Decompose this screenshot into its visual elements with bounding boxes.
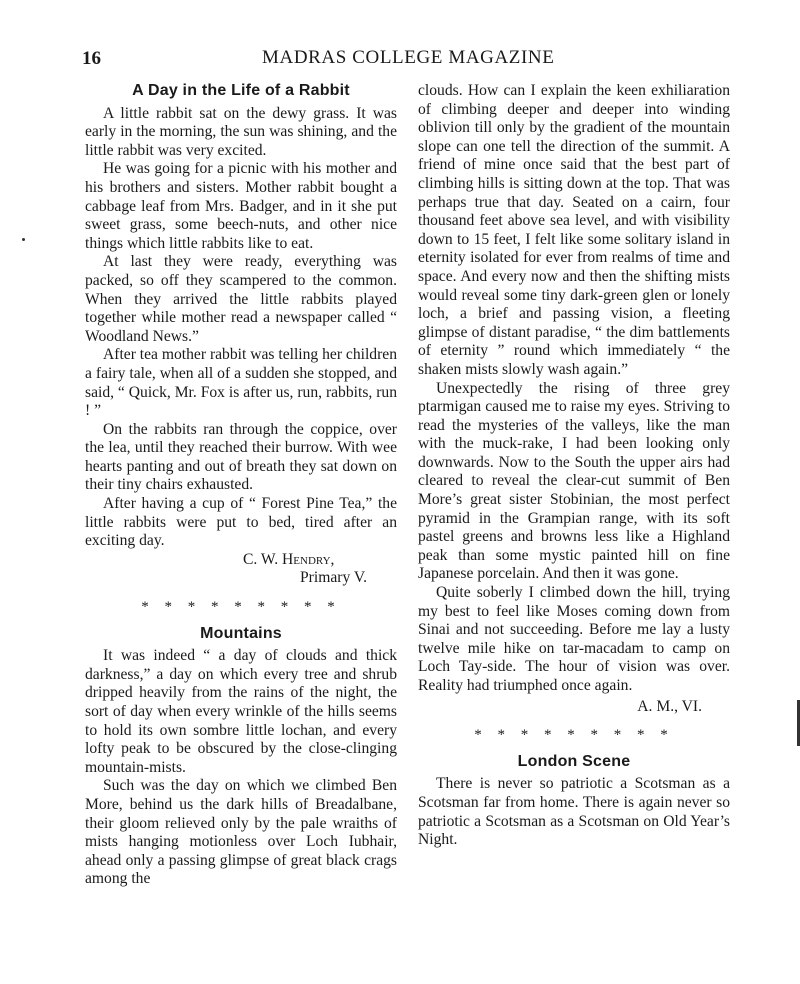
paragraph: Such was the day on which we climbed Ben More, behind us the dark hills of Breadalbane, their gloom relieved only by the pale wraiths of mists hanging motionless over Loch Iubhair, ahead only a passing glimpse of great black crags among the	[85, 777, 397, 888]
paragraph: A little rabbit sat on the dewy grass. It was early in the morning, the sun was shining, and the little rabbit was very excited.	[85, 104, 397, 159]
right-column	[418, 82, 730, 850]
author-form: Primary V.	[300, 569, 368, 587]
author-signature	[85, 551, 397, 570]
paragraph-continued: clouds. How can I explain the keen exhiliaration of climbing deeper and deeper into winding oblivion till only by the gradient of the mountain slope can one tell the direction of the summit. A friend of mine once said that the best part of climbing hills is sitting down at the top. That was perhaps true that day. Seated on a cairn, four thousand feet above sea level, and with visibility down to 15 feet, I felt like some solitary island in eternity isolated for ever from realms of time and space. And every now and then the shifting mists would reveal some tiny dark-green glen or lonely loch, a brief and passing vision, a fleeting glimpse of distant paradise, “ the dim battlements of eternity ” round which immediately “ the shaken mists slowly wash again.”	[418, 82, 730, 378]
author-initials: C. W.	[243, 550, 279, 568]
article-rabbit	[85, 82, 397, 588]
article-london	[418, 753, 730, 850]
section-separator: * * * * * * * * *	[141, 599, 341, 616]
author-surname: Hendry,	[282, 550, 335, 568]
section-separator: * * * * * * * * *	[474, 727, 674, 744]
paragraph: Unexpectedly the rising of three grey ptarmigan caused me to raise my eyes. Striving to read the mysteries of the valleys, like the man with the muck-rake, I had been looking only downwards. Now to the South the upper airs had cleared to reveal the clear-cut summit of Ben More’s great sister Stobinian, the most perfect pyramid in the Grampian range, with its soft pastel greens and browns less like a Highland peak than some mystic painted hill on fine Japanese porcelain. And then it was gone.	[418, 379, 730, 583]
paragraph: Quite soberly I climbed down the hill, trying my best to feel like Moses coming down from Sinai and not succeeding. Before me lay a lusty twelve mile hike on tar-macadam to camp on Loch Tay-side. The hour of vision was over. Reality had triumphed once again.	[418, 584, 730, 694]
article-mountains	[85, 625, 397, 889]
magazine-title: MADRAS COLLEGE MAGAZINE	[262, 47, 555, 68]
article-title-mountains: Mountains	[200, 624, 282, 642]
left-column	[85, 82, 397, 889]
article-title-london: London Scene	[517, 752, 631, 770]
article-title-rabbit: A Day in the Life of a Rabbit	[132, 82, 350, 99]
paragraph: After having a cup of “ Forest Pine Tea,” the little rabbits were put to bed, tired after an exciting day.	[85, 495, 397, 550]
paragraph: It was indeed “ a day of clouds and thick darkness,” a day on which every tree and shrub dripped heavily from the rains of the night, the sort of day when every wrinkle of the hills seems to hold its own sombre little lochan, and every lofty peak to be obscured by the close-clinging mountain-mists.	[85, 647, 397, 776]
paragraph: There is never so patriotic a Scotsman as a Scotsman far from home. There is again never so patriotic a Scotsman as a Scotsman on Old Year’s Night.	[418, 775, 730, 849]
paragraph: After tea mother rabbit was telling her children a fairy tale, when all of a sudden she stopped, and said, “ Quick, Mr. Fox is after us, run, rabbits, run ! ”	[85, 346, 398, 420]
article-mountains-continued	[418, 82, 730, 716]
paragraph: He was going for a picnic with his mother and his brothers and sisters. Mother rabbit bought a cabbage leaf from Mrs. Badger, and in it she put sweet grass, some beech-nuts, and other nice things which little rabbits like to eat.	[85, 160, 397, 252]
paragraph: On the rabbits ran through the coppice, over the lea, until they reached their burrow. With wee hearts panting and out of breath they sat down on their tiny chairs exhausted.	[85, 420, 397, 494]
paragraph: At last they were ready, everything was packed, so off they scampered to the common. When they arrived the little rabbits played together while mother read a newspaper called “ Woodland News.”	[85, 253, 397, 345]
page-header	[0, 44, 800, 74]
scan-speck	[22, 238, 25, 241]
author-signature: A. M., VI.	[637, 697, 702, 715]
page-number: 16	[82, 48, 101, 69]
